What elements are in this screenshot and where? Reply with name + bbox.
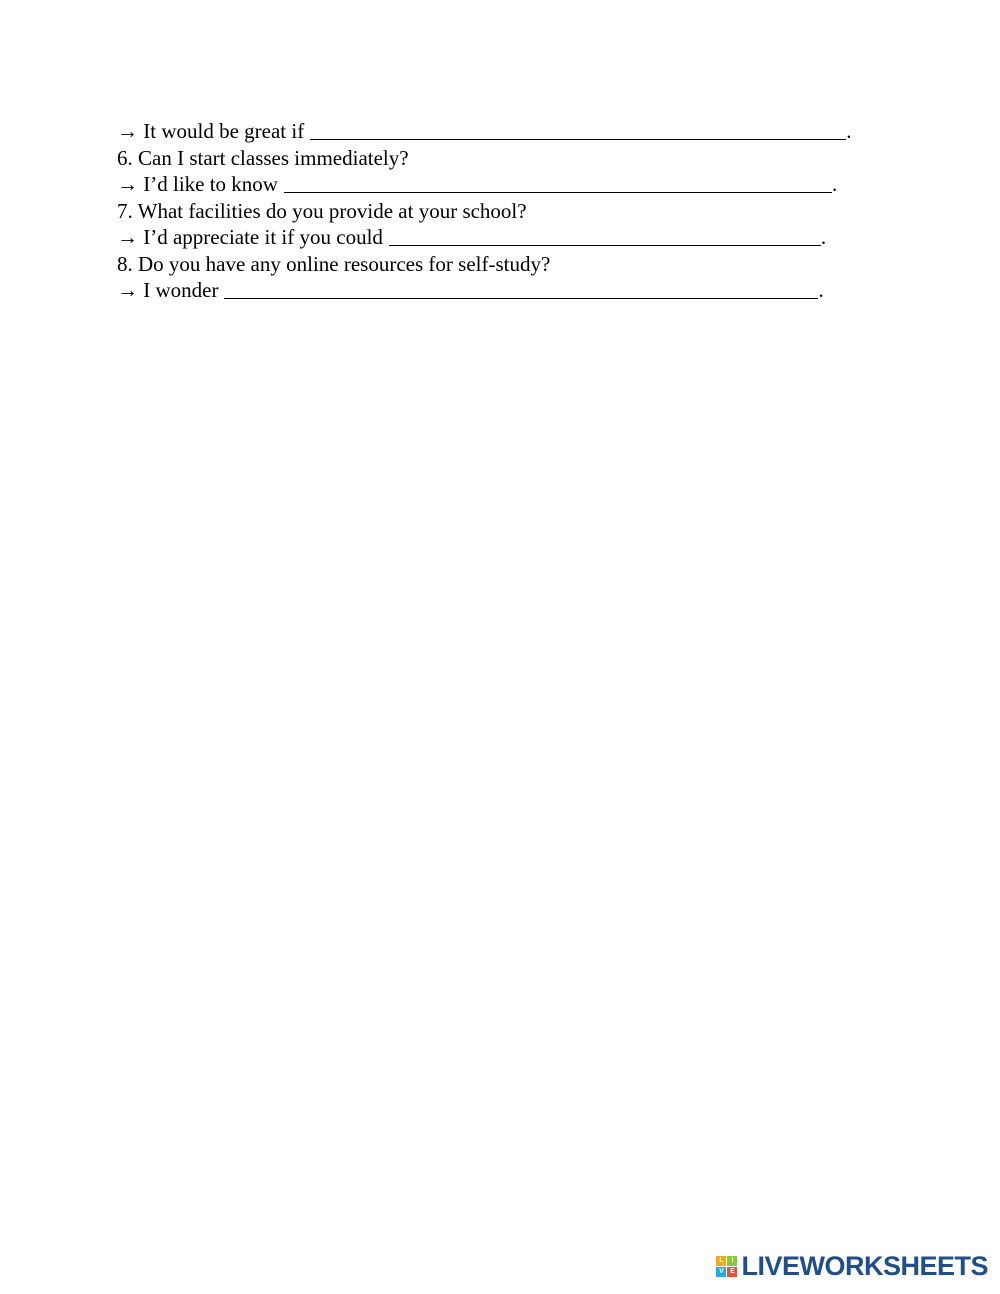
answer-prompt: → It would be great if: [117, 119, 305, 143]
question-8: 8. Do you have any online resources for self-study?: [117, 251, 551, 276]
worksheet-content: [117, 118, 917, 304]
logo-mark-letter: L: [716, 1256, 726, 1266]
answer-blank[interactable]: [310, 121, 846, 140]
logo-mark-icon: [716, 1256, 737, 1277]
answer-prompt: → I wonder: [117, 278, 219, 302]
answer-prompt: → I’d like to know: [117, 172, 278, 196]
logo-mark-letter: I: [727, 1256, 737, 1266]
logo-mark-letter: V: [716, 1267, 726, 1277]
question-6: 6. Can I start classes immediately?: [117, 145, 409, 170]
answer-period: .: [818, 278, 824, 302]
answer-prompt: → I’d appreciate it if you could: [117, 225, 383, 249]
answer-blank[interactable]: [389, 227, 821, 246]
answer-line-5: [117, 118, 917, 145]
answer-blank[interactable]: [224, 280, 818, 299]
logo-mark-letter: E: [727, 1267, 737, 1277]
answer-period: .: [831, 172, 838, 196]
answer-line-6: [117, 171, 917, 198]
question-7: 7. What facilities do you provide at your school?: [117, 198, 527, 223]
liveworksheets-logo: [716, 1251, 988, 1282]
answer-line-7: [117, 224, 917, 251]
answer-blank[interactable]: [284, 174, 832, 193]
answer-period: .: [820, 225, 827, 249]
answer-period: .: [846, 119, 852, 143]
answer-line-8: [117, 277, 917, 304]
logo-text: LIVEWORKSHEETS: [741, 1251, 988, 1281]
